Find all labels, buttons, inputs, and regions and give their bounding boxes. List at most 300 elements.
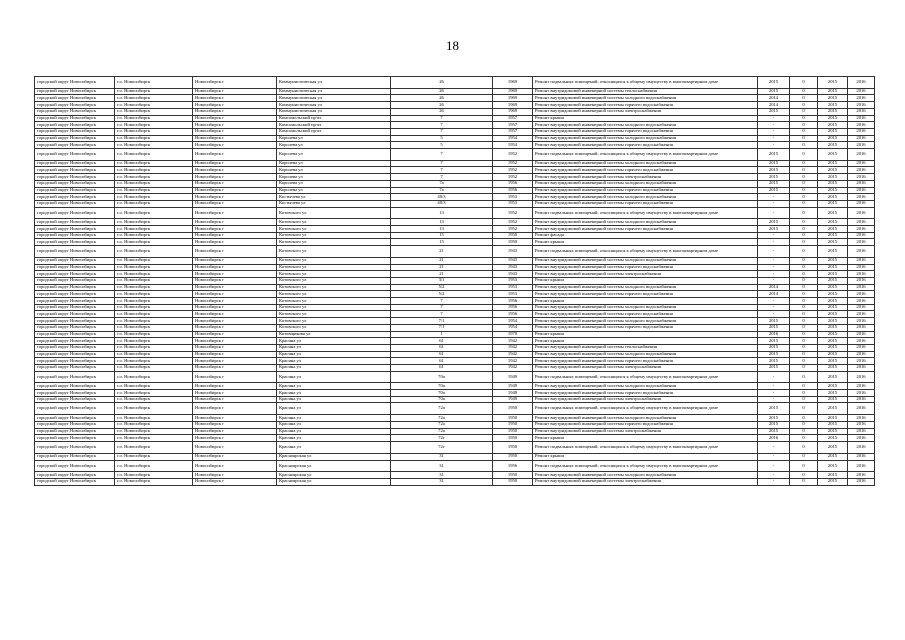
- work-type-cell: Ремонт внутридомовой инженерной системы горячего водоснабжения: [533, 167, 758, 174]
- cost-cell: 0: [790, 358, 818, 365]
- municipality-cell: городской округ Новосибирск: [35, 194, 115, 201]
- work-type-cell: Ремонт внутридомовой инженерной системы электроснабжения: [533, 364, 758, 371]
- table-row: [35, 338, 875, 345]
- survey-year-cell: -: [758, 115, 790, 122]
- settlement-cell: г.о. Новосибирск: [115, 160, 193, 167]
- settlement-cell: г.о. Новосибирск: [115, 167, 193, 174]
- plan-end-cell: 2016: [848, 298, 875, 305]
- build-year-cell: 1970: [493, 331, 533, 338]
- street-cell: Красина ул: [277, 364, 391, 371]
- municipality-cell: городской округ Новосибирск: [35, 291, 115, 298]
- house-number-cell: 13: [391, 226, 493, 233]
- street-cell: Котовского ул: [277, 304, 391, 311]
- build-year-cell: 1943: [493, 246, 533, 258]
- street-cell: Красноярская ул: [277, 479, 391, 486]
- build-year-cell: 1957: [493, 128, 533, 135]
- survey-year-cell: 2015: [758, 364, 790, 371]
- build-year-cell: 1949: [493, 396, 533, 403]
- settlement-cell: г.о. Новосибирск: [115, 102, 193, 109]
- table-row: [35, 358, 875, 365]
- cost-cell: 0: [790, 77, 818, 89]
- city-cell: Новосибирск г: [193, 128, 277, 135]
- survey-year-cell: 2015: [758, 358, 790, 365]
- city-cell: Новосибирск г: [193, 396, 277, 403]
- cost-cell: 0: [790, 403, 818, 415]
- street-cell: Комсомольский пр-кт: [277, 122, 391, 129]
- plan-end-cell: 2016: [848, 338, 875, 345]
- build-year-cell: 1954: [493, 135, 533, 142]
- table-row: [35, 298, 875, 305]
- municipality-cell: городской округ Новосибирск: [35, 264, 115, 271]
- plan-end-cell: 2016: [848, 472, 875, 479]
- table-row: [35, 167, 875, 174]
- cost-cell: 0: [790, 207, 818, 219]
- house-number-cell: 72а: [391, 403, 493, 415]
- table-row: [35, 200, 875, 207]
- build-year-cell: 1953: [493, 278, 533, 285]
- table-row: [35, 226, 875, 233]
- plan-end-cell: 2016: [848, 324, 875, 331]
- house-number-cell: 61: [391, 344, 493, 351]
- table-row: [35, 88, 875, 95]
- street-cell: Коммунистическая ул: [277, 88, 391, 95]
- survey-year-cell: 2015: [758, 88, 790, 95]
- settlement-cell: г.о. Новосибирск: [115, 421, 193, 428]
- plan-end-cell: 2016: [848, 232, 875, 239]
- city-cell: Новосибирск г: [193, 358, 277, 365]
- house-number-cell: 72а: [391, 428, 493, 435]
- cost-cell: 0: [790, 460, 818, 472]
- municipality-cell: городской округ Новосибирск: [35, 453, 115, 460]
- city-cell: Новосибирск г: [193, 135, 277, 142]
- work-type-cell: Ремонт внутридомовой инженерной системы холодного водоснабжения: [533, 180, 758, 187]
- street-cell: Котовского ул: [277, 278, 391, 285]
- survey-year-cell: -: [758, 128, 790, 135]
- plan-end-cell: 2016: [848, 160, 875, 167]
- page-number: 18: [446, 38, 459, 53]
- municipality-cell: городской округ Новосибирск: [35, 415, 115, 422]
- plan-start-cell: 2015: [818, 298, 848, 305]
- work-type-cell: Ремонт внутридомовой инженерной системы горячего водоснабжения: [533, 264, 758, 271]
- build-year-cell: 1950: [493, 479, 533, 486]
- settlement-cell: г.о. Новосибирск: [115, 108, 193, 115]
- municipality-cell: городской округ Новосибирск: [35, 187, 115, 194]
- plan-start-cell: 2015: [818, 396, 848, 403]
- municipality-cell: городской округ Новосибирск: [35, 435, 115, 442]
- street-cell: Котовского ул: [277, 324, 391, 331]
- build-year-cell: 1950: [493, 453, 533, 460]
- plan-start-cell: 2015: [818, 338, 848, 345]
- house-number-cell: 7: [391, 115, 493, 122]
- survey-year-cell: 2015: [758, 219, 790, 226]
- house-number-cell: 26: [391, 77, 493, 89]
- work-type-cell: Ремонт внутридомовой инженерной системы теплоснабжения: [533, 344, 758, 351]
- city-cell: Новосибирск г: [193, 88, 277, 95]
- plan-start-cell: 2015: [818, 435, 848, 442]
- settlement-cell: г.о. Новосибирск: [115, 174, 193, 181]
- table-row: [35, 390, 875, 397]
- cost-cell: 0: [790, 331, 818, 338]
- plan-start-cell: 2015: [818, 453, 848, 460]
- survey-year-cell: 2015: [758, 226, 790, 233]
- plan-start-cell: 2015: [818, 115, 848, 122]
- municipality-cell: городской округ Новосибирск: [35, 479, 115, 486]
- plan-end-cell: 2016: [848, 128, 875, 135]
- cost-cell: 0: [790, 108, 818, 115]
- house-number-cell: 5: [391, 135, 493, 142]
- street-cell: Котовского ул: [277, 239, 391, 246]
- house-number-cell: 31: [391, 460, 493, 472]
- settlement-cell: г.о. Новосибирск: [115, 338, 193, 345]
- settlement-cell: г.о. Новосибирск: [115, 257, 193, 264]
- city-cell: Новосибирск г: [193, 371, 277, 383]
- plan-start-cell: 2015: [818, 88, 848, 95]
- street-cell: Красина ул: [277, 371, 391, 383]
- work-type-cell: Ремонт внутридомовой инженерной системы холодного водоснабжения: [533, 415, 758, 422]
- work-type-cell: Ремонт внутридомовой инженерной системы электроснабжения: [533, 174, 758, 181]
- table-row: [35, 311, 875, 318]
- plan-start-cell: 2015: [818, 226, 848, 233]
- plan-end-cell: 2016: [848, 442, 875, 454]
- survey-year-cell: 2015: [758, 351, 790, 358]
- cost-cell: 0: [790, 88, 818, 95]
- work-type-cell: Ремонт крыши: [533, 435, 758, 442]
- table-row: [35, 187, 875, 194]
- city-cell: Новосибирск г: [193, 219, 277, 226]
- plan-start-cell: 2015: [818, 174, 848, 181]
- table-row: [35, 278, 875, 285]
- settlement-cell: г.о. Новосибирск: [115, 122, 193, 129]
- settlement-cell: г.о. Новосибирск: [115, 472, 193, 479]
- street-cell: Котовского ул: [277, 298, 391, 305]
- house-number-cell: 72а: [391, 415, 493, 422]
- build-year-cell: 1969: [493, 95, 533, 102]
- municipality-cell: городской округ Новосибирск: [35, 257, 115, 264]
- plan-start-cell: 2015: [818, 371, 848, 383]
- plan-end-cell: 2016: [848, 428, 875, 435]
- build-year-cell: 1950: [493, 435, 533, 442]
- street-cell: Красина ул: [277, 358, 391, 365]
- survey-year-cell: 2015: [758, 344, 790, 351]
- cost-cell: 0: [790, 311, 818, 318]
- house-number-cell: 26: [391, 102, 493, 109]
- work-type-cell: Ремонт внутридомовой инженерной системы холодного водоснабжения: [533, 318, 758, 325]
- table-row: [35, 271, 875, 278]
- city-cell: Новосибирск г: [193, 324, 277, 331]
- plan-end-cell: 2016: [848, 95, 875, 102]
- cost-cell: 0: [790, 180, 818, 187]
- cost-cell: 0: [790, 142, 818, 149]
- cost-cell: 0: [790, 442, 818, 454]
- house-number-cell: 7: [391, 298, 493, 305]
- plan-start-cell: 2015: [818, 324, 848, 331]
- cost-cell: 0: [790, 435, 818, 442]
- city-cell: Новосибирск г: [193, 194, 277, 201]
- municipality-cell: городской округ Новосибирск: [35, 311, 115, 318]
- work-type-cell: Ремонт подвальных помещений, относящихся к общему имуществу в многоквартирном доме: [533, 246, 758, 258]
- survey-year-cell: 2015: [758, 318, 790, 325]
- house-number-cell: 61: [391, 338, 493, 345]
- municipality-cell: городской округ Новосибирск: [35, 351, 115, 358]
- city-cell: Новосибирск г: [193, 304, 277, 311]
- house-number-cell: 21: [391, 271, 493, 278]
- survey-year-cell: -: [758, 442, 790, 454]
- municipality-cell: городской округ Новосибирск: [35, 278, 115, 285]
- municipality-cell: городской округ Новосибирск: [35, 271, 115, 278]
- street-cell: Комсомольский пр-кт: [277, 128, 391, 135]
- build-year-cell: 1943: [493, 271, 533, 278]
- house-number-cell: 7: [391, 148, 493, 160]
- street-cell: Красина ул: [277, 428, 391, 435]
- survey-year-cell: 2015: [758, 338, 790, 345]
- survey-year-cell: 2014: [758, 291, 790, 298]
- city-cell: Новосибирск г: [193, 207, 277, 219]
- work-type-cell: Ремонт подвальных помещений, относящихся к общему имуществу в многоквартирном доме: [533, 403, 758, 415]
- plan-start-cell: 2015: [818, 77, 848, 89]
- street-cell: Комсомольский пр-кт: [277, 115, 391, 122]
- municipality-cell: городской округ Новосибирск: [35, 324, 115, 331]
- settlement-cell: г.о. Новосибирск: [115, 358, 193, 365]
- table-row: [35, 421, 875, 428]
- municipality-cell: городской округ Новосибирск: [35, 77, 115, 89]
- work-type-cell: Ремонт крыши: [533, 453, 758, 460]
- work-type-cell: Ремонт внутридомовой инженерной системы горячего водоснабжения: [533, 187, 758, 194]
- survey-year-cell: -: [758, 371, 790, 383]
- settlement-cell: г.о. Новосибирск: [115, 304, 193, 311]
- plan-end-cell: 2016: [848, 257, 875, 264]
- house-number-cell: 26: [391, 108, 493, 115]
- table-row: [35, 174, 875, 181]
- survey-year-cell: -: [758, 311, 790, 318]
- street-cell: Котовского ул: [277, 264, 391, 271]
- street-cell: Коммунистическая ул: [277, 108, 391, 115]
- house-number-cell: 7: [391, 122, 493, 129]
- street-cell: Королева ул: [277, 160, 391, 167]
- survey-year-cell: -: [758, 396, 790, 403]
- survey-year-cell: 2016: [758, 331, 790, 338]
- plan-start-cell: 2015: [818, 207, 848, 219]
- house-number-cell: 5: [391, 142, 493, 149]
- table-row: [35, 142, 875, 149]
- build-year-cell: 1950: [493, 442, 533, 454]
- survey-year-cell: 2015: [758, 403, 790, 415]
- city-cell: Новосибирск г: [193, 108, 277, 115]
- plan-start-cell: 2015: [818, 358, 848, 365]
- survey-year-cell: -: [758, 194, 790, 201]
- plan-end-cell: 2016: [848, 396, 875, 403]
- table-row: [35, 115, 875, 122]
- city-cell: Новосибирск г: [193, 344, 277, 351]
- table-row: [35, 304, 875, 311]
- work-type-cell: Ремонт подвальных помещений, относящихся к общему имуществу в многоквартирном доме: [533, 371, 758, 383]
- plan-start-cell: 2015: [818, 442, 848, 454]
- settlement-cell: г.о. Новосибирск: [115, 135, 193, 142]
- street-cell: Красина ул: [277, 351, 391, 358]
- cost-cell: 0: [790, 200, 818, 207]
- survey-year-cell: -: [758, 200, 790, 207]
- city-cell: Новосибирск г: [193, 200, 277, 207]
- settlement-cell: г.о. Новосибирск: [115, 88, 193, 95]
- settlement-cell: г.о. Новосибирск: [115, 284, 193, 291]
- work-type-cell: Ремонт внутридомовой инженерной системы холодного водоснабжения: [533, 257, 758, 264]
- table-row: [35, 291, 875, 298]
- build-year-cell: 1969: [493, 108, 533, 115]
- survey-year-cell: -: [758, 390, 790, 397]
- cost-cell: 0: [790, 383, 818, 390]
- municipality-cell: городской округ Новосибирск: [35, 174, 115, 181]
- table-row: [35, 396, 875, 403]
- build-year-cell: 1952: [493, 226, 533, 233]
- house-number-cell: 7: [391, 128, 493, 135]
- plan-start-cell: 2015: [818, 311, 848, 318]
- street-cell: Котовского ул: [277, 246, 391, 258]
- work-type-cell: Ремонт внутридомовой инженерной системы холодного водоснабжения: [533, 219, 758, 226]
- plan-start-cell: 2015: [818, 108, 848, 115]
- plan-end-cell: 2016: [848, 264, 875, 271]
- cost-cell: 0: [790, 278, 818, 285]
- municipality-cell: городской округ Новосибирск: [35, 344, 115, 351]
- city-cell: Новосибирск г: [193, 232, 277, 239]
- plan-end-cell: 2016: [848, 226, 875, 233]
- work-type-cell: Ремонт внутридомовой инженерной системы горячего водоснабжения: [533, 358, 758, 365]
- plan-start-cell: 2015: [818, 460, 848, 472]
- work-type-cell: Ремонт внутридомовой инженерной системы горячего водоснабжения: [533, 226, 758, 233]
- municipality-cell: городской округ Новосибирск: [35, 304, 115, 311]
- city-cell: Новосибирск г: [193, 271, 277, 278]
- survey-year-cell: -: [758, 278, 790, 285]
- survey-year-cell: -: [758, 460, 790, 472]
- work-type-cell: Ремонт внутридомовой инженерной системы горячего водоснабжения: [533, 421, 758, 428]
- build-year-cell: 1942: [493, 344, 533, 351]
- cost-cell: 0: [790, 421, 818, 428]
- build-year-cell: 1950: [493, 472, 533, 479]
- table-row: [35, 383, 875, 390]
- city-cell: Новосибирск г: [193, 428, 277, 435]
- plan-start-cell: 2015: [818, 403, 848, 415]
- work-type-cell: Ремонт внутридомовой инженерной системы холодного водоснабжения: [533, 284, 758, 291]
- house-number-cell: 7а: [391, 180, 493, 187]
- street-cell: Красноярская ул: [277, 453, 391, 460]
- city-cell: Новосибирск г: [193, 167, 277, 174]
- city-cell: Новосибирск г: [193, 311, 277, 318]
- plan-start-cell: 2015: [818, 415, 848, 422]
- settlement-cell: г.о. Новосибирск: [115, 115, 193, 122]
- city-cell: Новосибирск г: [193, 122, 277, 129]
- settlement-cell: г.о. Новосибирск: [115, 351, 193, 358]
- build-year-cell: 1949: [493, 390, 533, 397]
- work-type-cell: Ремонт внутридомовой инженерной системы горячего водоснабжения: [533, 142, 758, 149]
- cost-cell: 0: [790, 453, 818, 460]
- table-body: [35, 77, 875, 486]
- plan-end-cell: 2016: [848, 108, 875, 115]
- table-row: [35, 180, 875, 187]
- build-year-cell: 1950: [493, 232, 533, 239]
- plan-start-cell: 2015: [818, 102, 848, 109]
- city-cell: Новосибирск г: [193, 160, 277, 167]
- survey-year-cell: 2015: [758, 174, 790, 181]
- build-year-cell: 1953: [493, 200, 533, 207]
- plan-end-cell: 2016: [848, 142, 875, 149]
- street-cell: Красноярская ул: [277, 472, 391, 479]
- plan-start-cell: 2015: [818, 257, 848, 264]
- build-year-cell: 1969: [493, 88, 533, 95]
- plan-end-cell: 2016: [848, 115, 875, 122]
- table-row: [35, 442, 875, 454]
- settlement-cell: г.о. Новосибирск: [115, 371, 193, 383]
- city-cell: Новосибирск г: [193, 298, 277, 305]
- municipality-cell: городской округ Новосибирск: [35, 232, 115, 239]
- cost-cell: 0: [790, 128, 818, 135]
- house-number-cell: 21: [391, 246, 493, 258]
- settlement-cell: г.о. Новосибирск: [115, 95, 193, 102]
- work-type-cell: Ремонт крыши: [533, 298, 758, 305]
- city-cell: Новосибирск г: [193, 264, 277, 271]
- build-year-cell: 1942: [493, 351, 533, 358]
- plan-start-cell: 2015: [818, 390, 848, 397]
- settlement-cell: г.о. Новосибирск: [115, 207, 193, 219]
- work-type-cell: Ремонт подвальных помещений, относящихся к общему имуществу в многоквартирном доме: [533, 442, 758, 454]
- table-row: [35, 246, 875, 258]
- house-number-cell: 26: [391, 95, 493, 102]
- plan-start-cell: 2015: [818, 160, 848, 167]
- municipality-cell: городской округ Новосибирск: [35, 239, 115, 246]
- house-number-cell: 7а: [391, 187, 493, 194]
- build-year-cell: 1950: [493, 403, 533, 415]
- build-year-cell: 1950: [493, 428, 533, 435]
- settlement-cell: г.о. Новосибирск: [115, 453, 193, 460]
- plan-start-cell: 2015: [818, 122, 848, 129]
- plan-start-cell: 2015: [818, 383, 848, 390]
- house-number-cell: 72г: [391, 435, 493, 442]
- municipality-cell: городской округ Новосибирск: [35, 108, 115, 115]
- cost-cell: 0: [790, 122, 818, 129]
- cost-cell: 0: [790, 135, 818, 142]
- house-number-cell: 70а: [391, 371, 493, 383]
- table-row: [35, 351, 875, 358]
- cost-cell: 0: [790, 246, 818, 258]
- build-year-cell: 1950: [493, 239, 533, 246]
- house-number-cell: 3/1: [391, 278, 493, 285]
- city-cell: Новосибирск г: [193, 257, 277, 264]
- cost-cell: 0: [790, 148, 818, 160]
- cost-cell: 0: [790, 324, 818, 331]
- municipality-cell: городской округ Новосибирск: [35, 298, 115, 305]
- plan-end-cell: 2016: [848, 304, 875, 311]
- table-row: [35, 331, 875, 338]
- settlement-cell: г.о. Новосибирск: [115, 77, 193, 89]
- table-row: [35, 219, 875, 226]
- cost-cell: 0: [790, 291, 818, 298]
- plan-end-cell: 2016: [848, 358, 875, 365]
- plan-end-cell: 2016: [848, 403, 875, 415]
- house-number-cell: 72а: [391, 421, 493, 428]
- table-row: [35, 453, 875, 460]
- plan-start-cell: 2015: [818, 479, 848, 486]
- survey-year-cell: 2014: [758, 284, 790, 291]
- settlement-cell: г.о. Новосибирск: [115, 142, 193, 149]
- build-year-cell: 1943: [493, 264, 533, 271]
- survey-year-cell: 2015: [758, 324, 790, 331]
- municipality-cell: городской округ Новосибирск: [35, 383, 115, 390]
- city-cell: Новосибирск г: [193, 239, 277, 246]
- street-cell: Котовского ул: [277, 232, 391, 239]
- survey-year-cell: -: [758, 472, 790, 479]
- table-row: [35, 428, 875, 435]
- house-number-cell: 1: [391, 331, 493, 338]
- street-cell: Королева ул: [277, 180, 391, 187]
- build-year-cell: 1953: [493, 194, 533, 201]
- plan-end-cell: 2016: [848, 371, 875, 383]
